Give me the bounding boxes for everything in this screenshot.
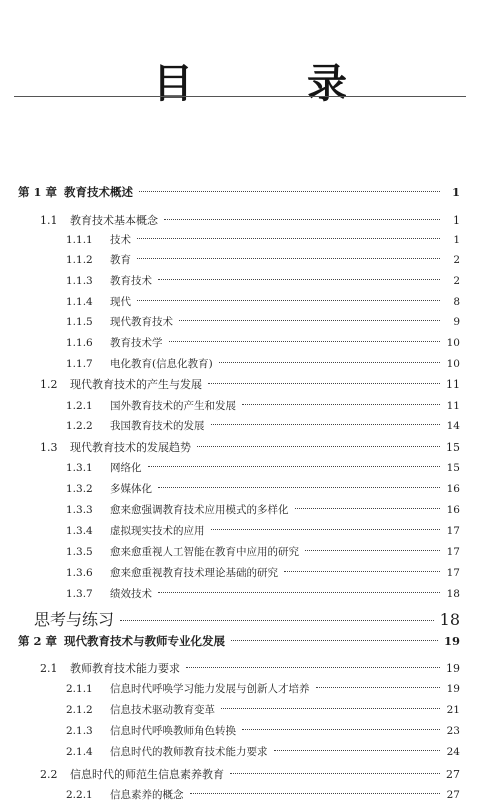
toc-number: 1.2 — [40, 378, 58, 391]
toc-section-entry[interactable] — [40, 212, 460, 228]
toc-entry[interactable] — [66, 523, 460, 538]
toc-entry[interactable] — [66, 294, 460, 309]
toc-page-number: 16 — [446, 483, 460, 495]
toc-number: 1.3.7 — [66, 588, 93, 600]
toc-entry[interactable] — [34, 607, 460, 630]
toc-entry[interactable] — [66, 460, 460, 475]
dot-leader — [158, 279, 440, 280]
toc-entry[interactable] — [66, 481, 460, 496]
toc-title: 教师教育技术能力要求 — [70, 662, 180, 675]
toc-page-number: 10 — [446, 358, 460, 370]
toc-page-number: 9 — [453, 316, 460, 328]
page-title: 目 录 — [153, 61, 397, 107]
toc-number: 2.2.1 — [66, 789, 93, 801]
toc-title: 信息时代呼唤教师角色转换 — [110, 725, 236, 737]
toc-entry[interactable] — [66, 681, 460, 696]
toc-page-number: 19 — [446, 683, 460, 695]
dot-leader — [274, 750, 441, 751]
toc-page-number: 27 — [446, 768, 460, 781]
toc-page-number: 11 — [446, 378, 460, 391]
toc-title: 教育技术基本概念 — [70, 214, 158, 227]
toc-number: 1.3.5 — [66, 546, 93, 558]
dot-leader — [139, 191, 440, 192]
toc-title: 愈来愈重视教育技术理论基础的研究 — [110, 567, 278, 579]
toc-title: 信息技术驱动教育变革 — [110, 704, 215, 716]
toc-title: 网络化 — [110, 462, 142, 474]
toc-title: 教育 — [110, 254, 131, 266]
toc-title: 现代教育技术与教师专业化发展 — [64, 634, 225, 648]
dot-leader — [120, 620, 434, 621]
toc-title: 绩效技术 — [110, 588, 152, 600]
toc-number: 2.1.4 — [66, 746, 93, 758]
dot-leader — [197, 446, 440, 447]
toc-page-number: 17 — [446, 546, 460, 558]
toc-number: 2.1.1 — [66, 683, 93, 695]
toc-entry[interactable] — [66, 702, 460, 717]
toc-page-number: 23 — [446, 725, 460, 737]
toc-entry[interactable] — [66, 232, 460, 247]
toc-number: 2.1 — [40, 662, 58, 675]
toc-entry[interactable] — [66, 787, 460, 802]
toc-title: 思考与练习 — [34, 610, 115, 629]
toc-number: 1.3.4 — [66, 525, 93, 537]
toc-entry[interactable] — [66, 723, 460, 738]
dot-leader — [305, 550, 440, 551]
dot-leader — [148, 466, 441, 467]
toc-title: 我国教育技术的发展 — [110, 420, 205, 432]
toc-page-number: 18 — [446, 588, 460, 600]
toc-page-number: 2 — [453, 275, 460, 287]
toc-page-number: 19 — [446, 662, 460, 675]
dot-leader — [231, 640, 438, 641]
dot-leader — [230, 773, 440, 774]
toc-number: 1.1.7 — [66, 358, 93, 370]
toc-title: 信息素养的概念 — [110, 789, 184, 801]
toc-page-number: 19 — [443, 634, 460, 648]
toc-entry[interactable] — [66, 586, 460, 601]
toc-number: 1.2.2 — [66, 420, 93, 432]
dot-leader — [221, 708, 440, 709]
toc-number: 1.3.2 — [66, 483, 93, 495]
toc-title: 虚拟现实技术的应用 — [110, 525, 205, 537]
toc-title: 现代教育技术 — [110, 316, 173, 328]
toc-chapter-entry[interactable] — [18, 184, 460, 200]
toc-page-number: 16 — [446, 504, 460, 516]
dot-leader — [186, 667, 440, 668]
toc-title: 信息时代的师范生信息素养教育 — [70, 768, 224, 781]
toc-number: 1.3.1 — [66, 462, 93, 474]
toc-number: 2.1.2 — [66, 704, 93, 716]
toc-entry[interactable] — [66, 544, 460, 559]
toc-number: 1.1.1 — [66, 234, 93, 246]
toc-number: 2.2 — [40, 768, 58, 781]
toc-title: 教育技术 — [110, 275, 152, 287]
toc-page-number: 8 — [453, 296, 460, 308]
toc-page-number: 24 — [446, 746, 460, 758]
dot-leader — [284, 571, 440, 572]
dot-leader — [137, 258, 440, 259]
toc-number: 1.3.6 — [66, 567, 93, 579]
toc-title: 技术 — [110, 234, 131, 246]
dot-leader — [179, 320, 440, 321]
toc-page-number: 14 — [446, 420, 460, 432]
toc-page-number: 10 — [446, 337, 460, 349]
toc-entry[interactable] — [66, 398, 460, 413]
toc-title: 教育技术概述 — [64, 185, 133, 199]
toc-number: 1.3.3 — [66, 504, 93, 516]
dot-leader — [211, 529, 441, 530]
toc-page-number: 15 — [446, 441, 460, 454]
dot-leader — [190, 793, 441, 794]
toc-number: 1.1.4 — [66, 296, 93, 308]
toc-page-number: 15 — [446, 462, 460, 474]
toc-entry[interactable] — [66, 335, 460, 350]
toc-page-number: 11 — [446, 400, 460, 412]
title-divider — [14, 96, 466, 97]
toc-title: 电化教育(信息化教育) — [110, 358, 213, 370]
toc-entry[interactable] — [66, 314, 460, 329]
dot-leader — [211, 424, 441, 425]
toc-title: 愈来愈重视人工智能在教育中应用的研究 — [110, 546, 299, 558]
dot-leader — [137, 300, 440, 301]
toc-number: 1.2.1 — [66, 400, 93, 412]
toc-title: 信息时代呼唤学习能力发展与创新人才培养 — [110, 683, 310, 695]
dot-leader — [158, 487, 440, 488]
toc-page-number: 21 — [446, 704, 460, 716]
toc-page-number: 2 — [453, 254, 460, 266]
toc-title: 信息时代的教师教育技术能力要求 — [110, 746, 268, 758]
dot-leader — [158, 592, 440, 593]
dot-leader — [137, 238, 440, 239]
toc-number: 2.1.3 — [66, 725, 93, 737]
dot-leader — [169, 341, 441, 342]
dot-leader — [219, 362, 440, 363]
dot-leader — [316, 687, 441, 688]
toc-section-entry[interactable] — [40, 439, 460, 455]
toc-page-number: 17 — [446, 567, 460, 579]
toc-number: 1.3 — [40, 441, 58, 454]
toc-page-number: 17 — [446, 525, 460, 537]
toc-title: 现代教育技术的产生与发展 — [70, 378, 202, 391]
toc-page-number: 18 — [439, 610, 460, 629]
toc-entry[interactable] — [66, 565, 460, 580]
toc-page-number: 1 — [451, 185, 460, 199]
toc-title: 愈来愈强调教育技术应用模式的多样化 — [110, 504, 289, 516]
dot-leader — [164, 219, 440, 220]
dot-leader — [242, 729, 440, 730]
toc-section-entry[interactable] — [40, 766, 460, 782]
toc-number: 第 1 章 — [18, 185, 58, 199]
toc-entry[interactable] — [66, 273, 460, 288]
dot-leader — [242, 404, 440, 405]
toc-entry[interactable] — [66, 418, 460, 433]
toc-section-entry[interactable] — [40, 376, 460, 392]
dot-leader — [295, 508, 441, 509]
toc-number: 1.1.3 — [66, 275, 93, 287]
toc-page-number: 27 — [446, 789, 460, 801]
toc-number: 1.1.2 — [66, 254, 93, 266]
dot-leader — [208, 383, 440, 384]
toc-entry[interactable] — [66, 744, 460, 759]
toc-title: 现代教育技术的发展趋势 — [70, 441, 191, 454]
toc-entry[interactable] — [66, 502, 460, 517]
toc-page-number: 1 — [453, 234, 460, 246]
toc-number: 1.1.5 — [66, 316, 93, 328]
toc-title: 多媒体化 — [110, 483, 152, 495]
toc-entry[interactable] — [66, 252, 460, 267]
toc-number: 第 2 章 — [18, 634, 58, 648]
toc-title: 国外教育技术的产生和发展 — [110, 400, 236, 412]
toc-section-entry[interactable] — [40, 660, 460, 676]
toc-title: 现代 — [110, 296, 131, 308]
toc-title: 教育技术学 — [110, 337, 163, 349]
toc-chapter-entry[interactable] — [18, 633, 460, 649]
toc-entry[interactable] — [66, 356, 460, 371]
toc-number: 1.1 — [40, 214, 58, 227]
toc-page-number: 1 — [453, 214, 460, 227]
toc-number: 1.1.6 — [66, 337, 93, 349]
